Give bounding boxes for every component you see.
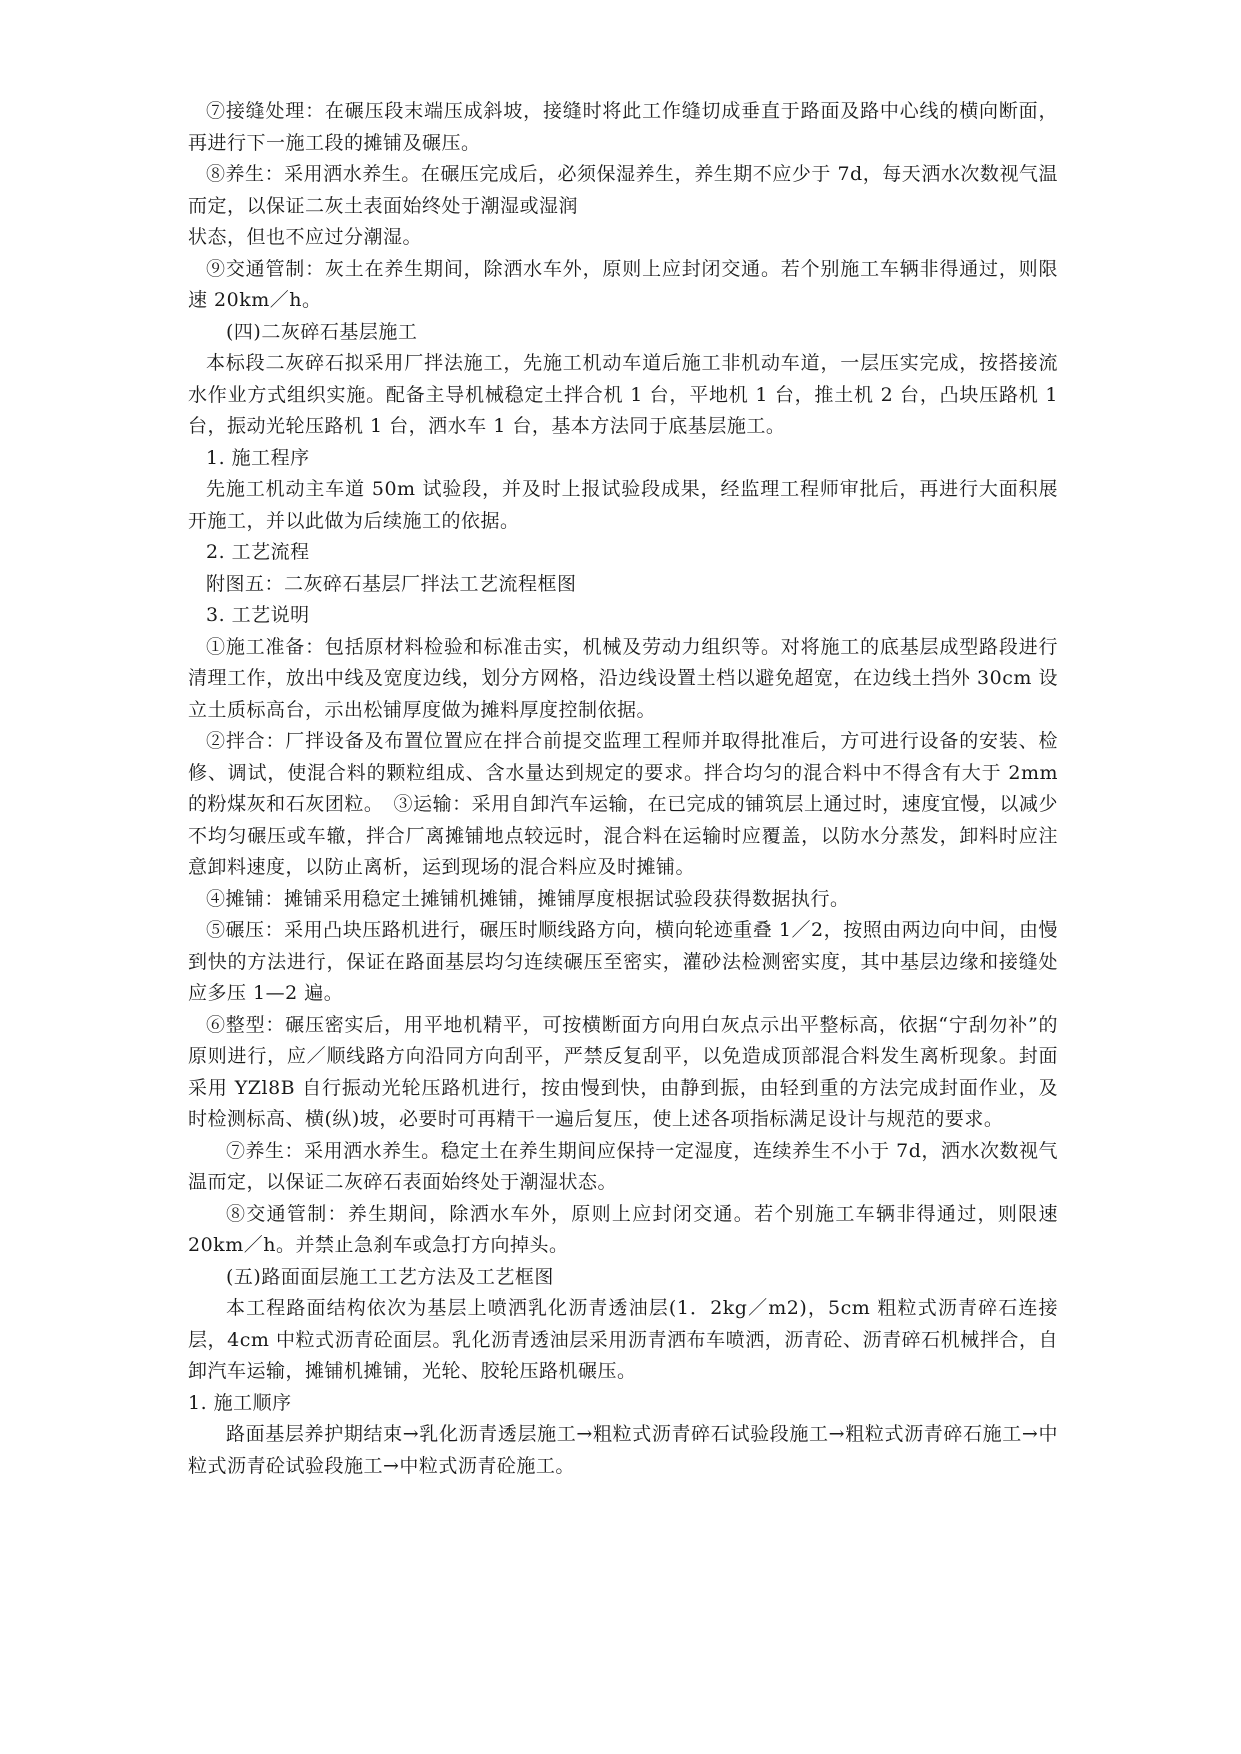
- paragraph-curing-gravel: ⑦养生：采用洒水养生。稳定土在养生期间应保持一定湿度，连续养生不小于 7d，洒水次数视气温而定，以保证二灰碎石表面始终处于潮湿状态。: [188, 1139, 1058, 1193]
- paragraph-figure-reference: 附图五：二灰碎石基层厂拌法工艺流程框图: [206, 572, 577, 595]
- paragraph-section-4-intro: 本标段二灰碎石拟采用厂拌法施工，先施工机动车道后施工非机动车道，一层压实完成，按搭接流水作业方式组织实施。配备主导机械稳定土拌合机 1 台，平地机 1 台，推土机 2 台，凸块压路机 1 台，振动光轮压路机 1 台，洒水车 1 台，基本方法同于底基层施工。: [188, 352, 1058, 437]
- paragraph-traffic-control: ⑨交通管制：灰土在养生期间，除洒水车外，原则上应封闭交通。若个别施工车辆非得通过，则限速 20km／h。: [188, 257, 1058, 311]
- document-body: [188, 96, 1058, 1482]
- paragraph-joint-treatment: ⑦接缝处理：在碾压段末端压成斜坡，接缝时将此工作缝切成垂直于路面及路中心线的横向断面，再进行下一施工段的摊铺及碾压。: [188, 100, 1058, 154]
- paragraph-curing-continued: 状态，但也不应过分潮湿。: [188, 226, 423, 248]
- paragraph-shaping: ⑥整型：碾压密实后，用平地机精平，可按横断面方向用白灰点示出平整标高，依据“宁刮勿补”的原则进行，应／顺线路方向沿同方向刮平，严禁反复刮平，以免造成顶部混合料发生离析现象。封面采用 YZl8B 自行振动光轮压路机进行，按由慢到快，由静到振，由轻到重的方法完成封面作业，及时检测标高、横(纵)坡，必要时可再精干一遍后复压，使上述各项指标满足设计与规范的要求。: [188, 1013, 1058, 1130]
- paragraph-traffic-control-gravel: ⑧交通管制：养生期间，除洒水车外，原则上应封闭交通。若个别施工车辆非得通过，则限速 20km／h。并禁止急刹车或急打方向掉头。: [188, 1202, 1058, 1256]
- paragraph-section-5-intro: 本工程路面结构依次为基层上喷洒乳化沥青透油层(1．2kg／m2)，5cm 粗粒式沥青碎石连接层，4cm 中粒式沥青砼面层。乳化沥青透油层采用沥青洒布车喷洒，沥青砼、沥青碎石机械拌合，自卸汽车运输，摊铺机摊铺，光轮、胶轮压路机碾压。: [188, 1297, 1058, 1382]
- subheading-construction-procedure: 1. 施工程序: [206, 446, 310, 469]
- section-heading-5: (五)路面面层施工工艺方法及工艺框图: [226, 1265, 554, 1288]
- paragraph-test-section: 先施工机动主车道 50m 试验段，并及时上报试验段成果，经监理工程师审批后，再进行大面积展开施工，并以此做为后续施工的依据。: [188, 478, 1058, 532]
- subheading-construction-sequence: 1. 施工顺序: [188, 1391, 292, 1414]
- paragraph-paving: ④摊铺：摊铺采用稳定土摊铺机摊铺，摊铺厚度根据试验段获得数据执行。: [206, 887, 850, 910]
- paragraph-mixing-transport: ②拌合：厂拌设备及布置位置应在拌合前提交监理工程师并取得批准后，方可进行设备的安装、检修、调试，使混合料的颗粒组成、含水量达到规定的要求。拌合均匀的混合料中不得含有大于 2mm 的粉煤灰和石灰团粒。 ③运输：采用自卸汽车运输，在已完成的铺筑层上通过时，速度宜慢，以减少不均匀碾压或车辙，拌合厂离摊铺地点较远时，混合料在运输时应覆盖，以防水分蒸发，卸料时应注意卸料速度，以防止离析，运到现场的混合料应及时摊铺。: [188, 730, 1058, 878]
- paragraph-curing: ⑧养生：采用洒水养生。在碾压完成后，必须保湿养生，养生期不应少于 7d，每天洒水次数视气温而定，以保证二灰土表面始终处于潮湿或湿润: [188, 163, 1058, 217]
- paragraph-preparation: ①施工准备：包括原材料检验和标准击实，机械及劳动力组织等。对将施工的底基层成型路段进行清理工作，放出中线及宽度边线，划分方网格，沿边线设置土档以避免超宽，在边线土挡外 30cm 设立土质标高台，示出松铺厚度做为摊料厚度控制依据。: [188, 635, 1058, 721]
- paragraph-sequence: 路面基层养护期结束→乳化沥青透层施工→粗粒式沥青碎石试验段施工→粗粒式沥青碎石施工→中粒式沥青砼试验段施工→中粒式沥青砼施工。: [188, 1423, 1058, 1477]
- subheading-process-description: 3. 工艺说明: [206, 604, 310, 626]
- paragraph-rolling: ⑤碾压：采用凸块压路机进行，碾压时顺线路方向，横向轮迹重叠 1／2，按照由两边向中间，由慢到快的方法进行，保证在路面基层均匀连续碾压至密实，灌砂法检测密实度，其中基层边缘和接缝处应多压 1—2 遍。: [188, 919, 1058, 1004]
- section-heading-4: (四)二灰碎石基层施工: [226, 320, 418, 343]
- subheading-process-flow: 2. 工艺流程: [206, 541, 310, 563]
